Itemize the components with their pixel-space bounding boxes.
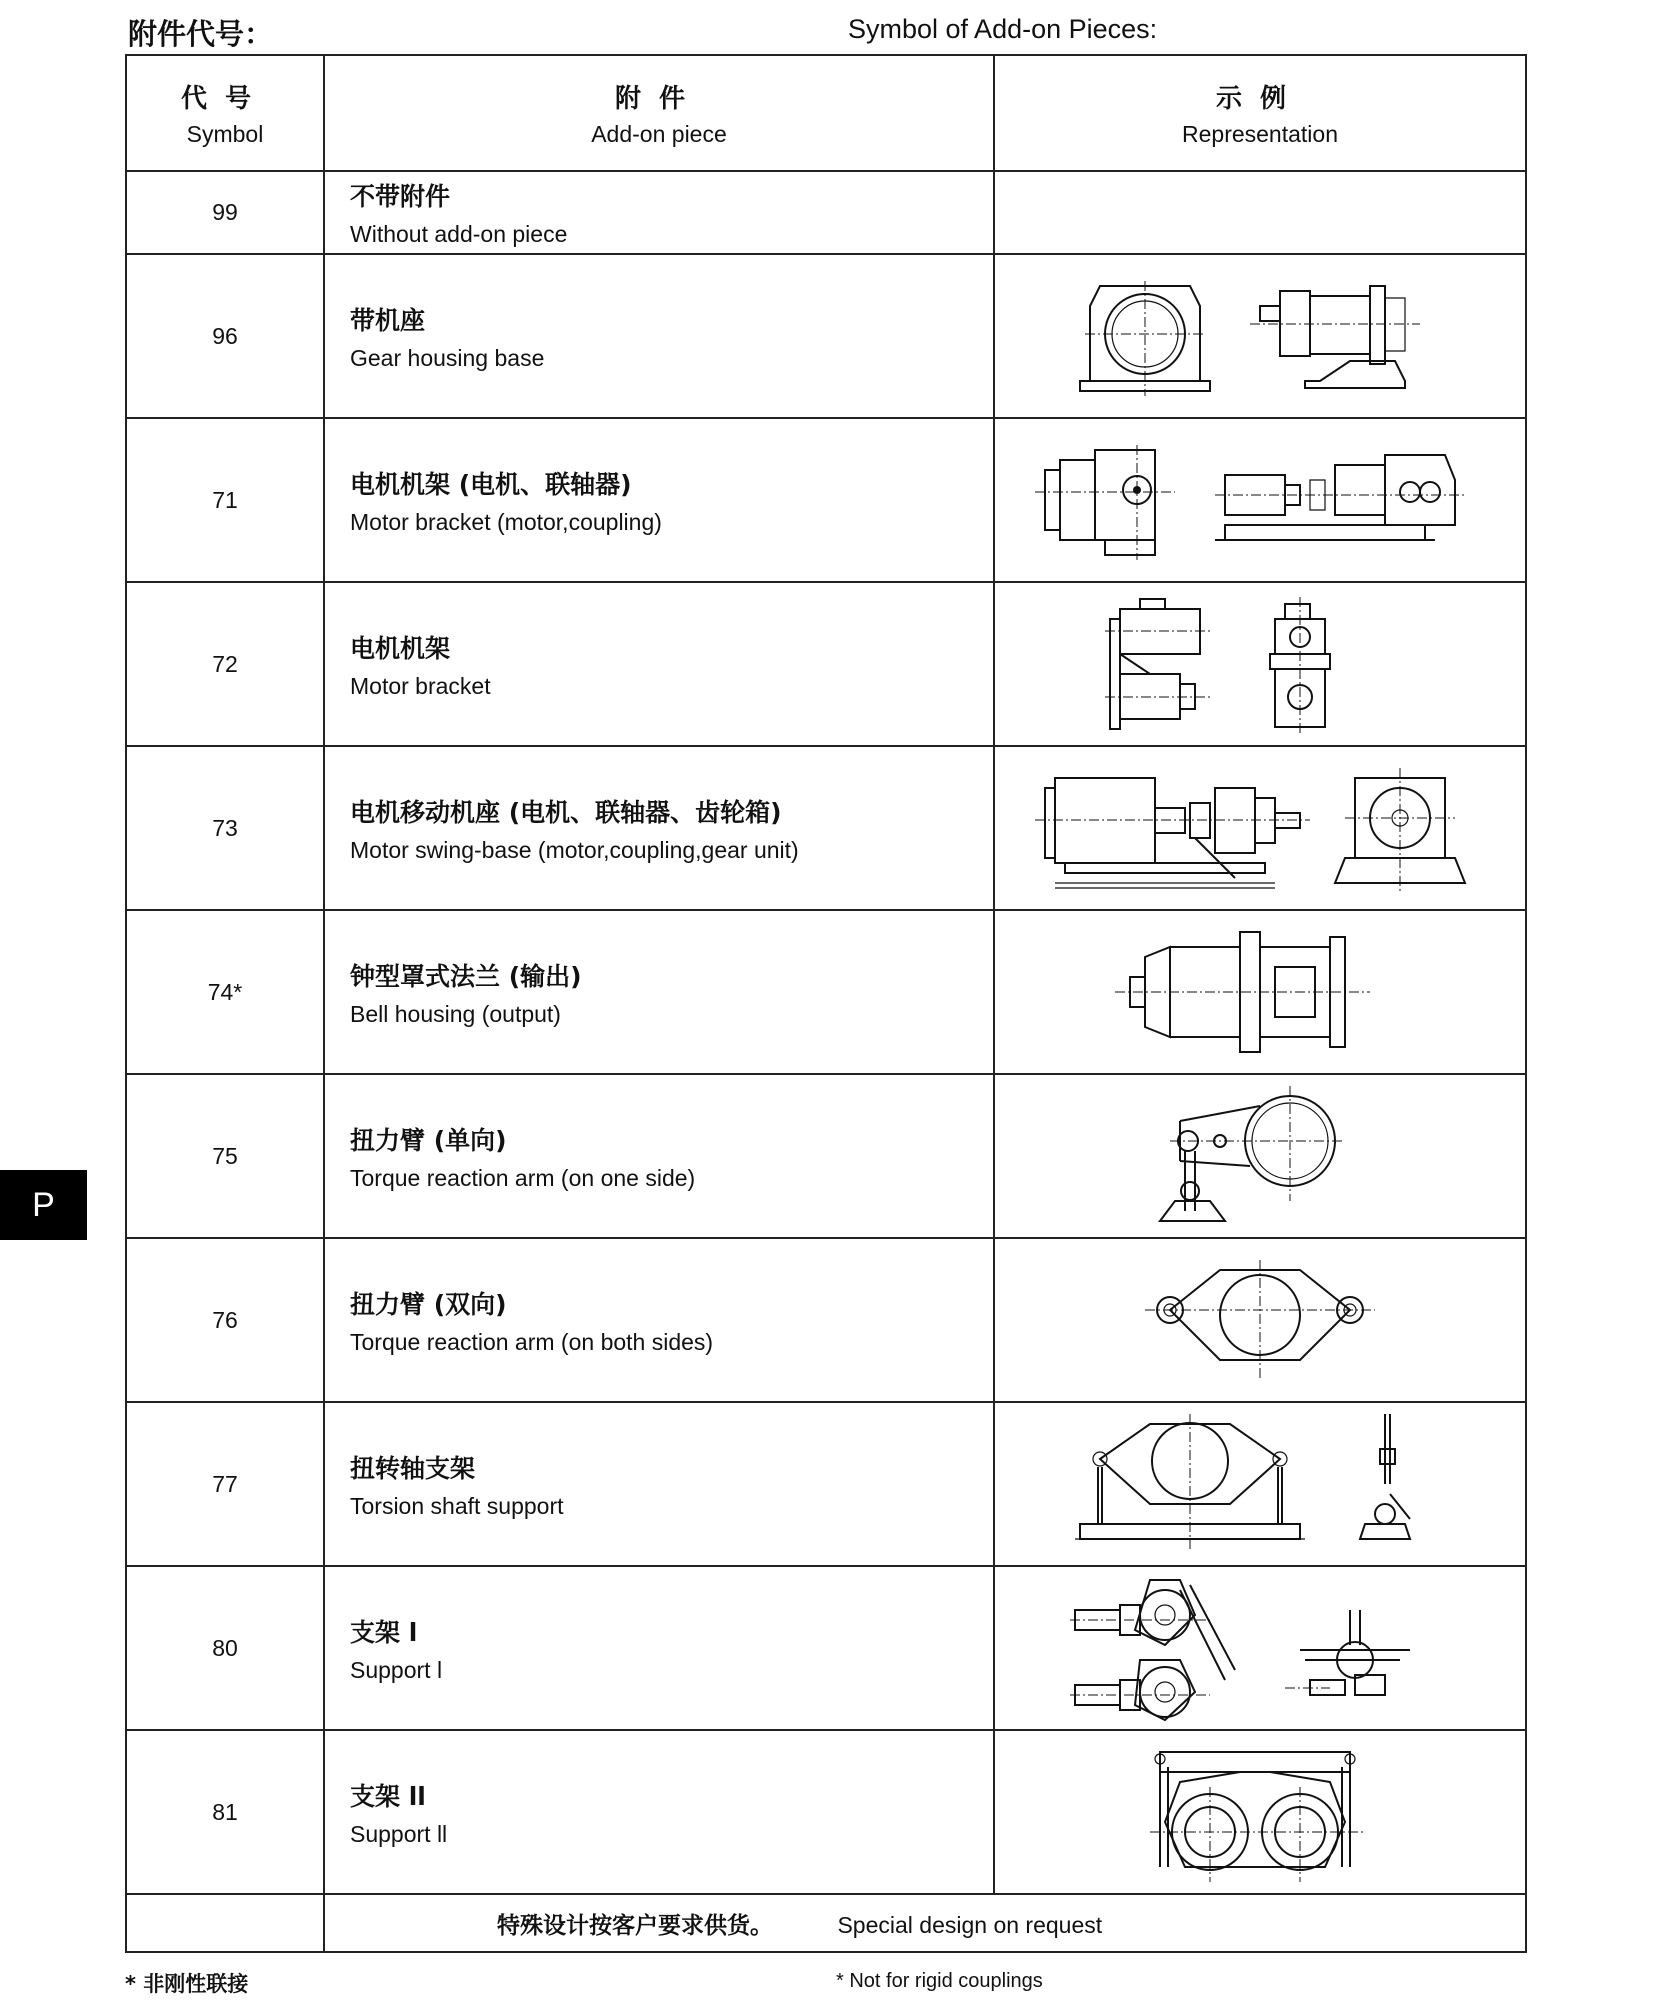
footnote-cn: * 非刚性联接 (125, 1972, 249, 1996)
table-row (126, 1566, 1526, 1730)
row-description: 扭力臂 (双向) Torque reaction arm (on both sides) (324, 1238, 994, 1402)
row-code: 73 (126, 746, 324, 910)
row-code: 77 (126, 1402, 324, 1566)
row-code: 71 (126, 418, 324, 582)
row-representation (994, 1238, 1526, 1402)
row-code: 81 (126, 1730, 324, 1894)
row-description: 扭转轴支架 Torsion shaft support (324, 1402, 994, 1566)
special-design-row (126, 1894, 1526, 1952)
table-row (126, 171, 1526, 254)
row-description: 钟型罩式法兰 (输出) Bell housing (output) (324, 910, 994, 1074)
motor-swing-base-drawing (1025, 758, 1495, 898)
page-title-en: Symbol of Add-on Pieces: (848, 14, 1158, 44)
torque-arm-one-side-drawing (1140, 1081, 1380, 1231)
table-row (126, 746, 1526, 910)
row-code: 75 (126, 1074, 324, 1238)
table-row (126, 1730, 1526, 1894)
row-representation (994, 254, 1526, 418)
torque-arm-both-sides-drawing (1140, 1250, 1380, 1390)
special-design-cn: 特殊设计按客户要求供货。 (497, 1912, 773, 1939)
page-title-cn: 附件代号： (128, 17, 274, 51)
row-description: 扭力臂 (单向) Torque reaction arm (on one side) (324, 1074, 994, 1238)
row-code: 99 (126, 171, 324, 254)
motor-bracket-coupling-drawing (1025, 430, 1495, 570)
header-representation: 示例 Representation (994, 55, 1526, 171)
row-representation (994, 1730, 1526, 1894)
support-one-drawing (1070, 1570, 1450, 1726)
row-description: 带机座 Gear housing base (324, 254, 994, 418)
row-code: 76 (126, 1238, 324, 1402)
row-description: 不带附件 Without add-on piece (324, 171, 994, 254)
row-representation (994, 746, 1526, 910)
table-row (126, 254, 1526, 418)
torsion-shaft-support-drawing (1060, 1409, 1460, 1559)
support-two-drawing (1120, 1737, 1400, 1887)
table-row (126, 1238, 1526, 1402)
row-code: 74* (126, 910, 324, 1074)
row-representation (994, 418, 1526, 582)
table-row (126, 1402, 1526, 1566)
row-representation (994, 1566, 1526, 1730)
section-tab: P (0, 1170, 87, 1240)
row-description: 电机机架 Motor bracket (324, 582, 994, 746)
header-symbol: 代号 Symbol (126, 55, 324, 171)
table-row (126, 418, 1526, 582)
table-row (126, 582, 1526, 746)
table-row (126, 910, 1526, 1074)
row-description: 电机移动机座 (电机、联轴器、齿轮箱) Motor swing-base (motor,coupling,gear unit) (324, 746, 994, 910)
gear-housing-base-drawing (1050, 266, 1470, 406)
row-representation (994, 910, 1526, 1074)
row-representation-empty (994, 171, 1526, 254)
addon-table (125, 54, 1527, 1953)
special-design-en: Special design on request (837, 1911, 1103, 1938)
table-row (126, 1074, 1526, 1238)
row-representation (994, 1074, 1526, 1238)
row-code: 96 (126, 254, 324, 418)
row-representation (994, 582, 1526, 746)
header-addon: 附件 Add-on piece (324, 55, 994, 171)
row-code: 72 (126, 582, 324, 746)
table-header-row (126, 55, 1526, 171)
footnote-en: * Not for rigid couplings (836, 1970, 1043, 1992)
row-description: 电机机架 (电机、联轴器) Motor bracket (motor,coupling) (324, 418, 994, 582)
motor-bracket-drawing (1090, 589, 1430, 739)
row-description: 支架 ll Support ll (324, 1730, 994, 1894)
bell-housing-drawing (1110, 922, 1410, 1062)
row-representation (994, 1402, 1526, 1566)
row-description: 支架 l Support l (324, 1566, 994, 1730)
row-code: 80 (126, 1566, 324, 1730)
